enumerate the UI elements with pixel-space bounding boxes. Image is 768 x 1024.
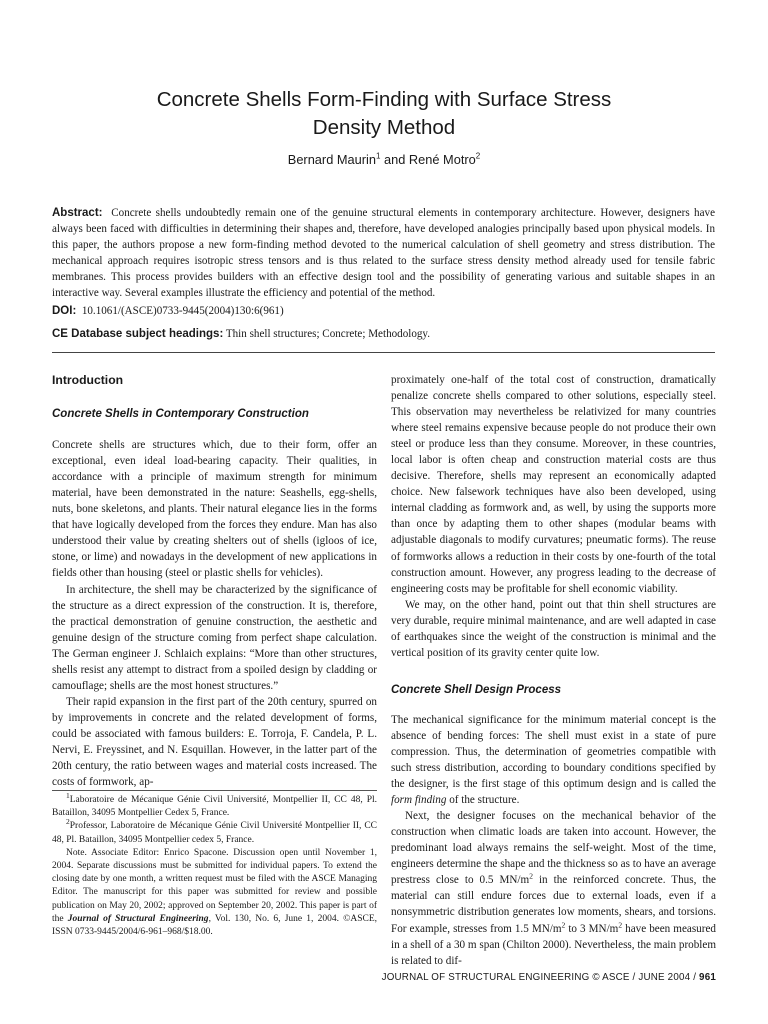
- editorial-note: [52, 847, 377, 939]
- paragraph-text: Next, the designer focuses on the mechanical behavior of the construction when climatic loads are taken into account. However, the predominant load always remains the self-weight. Most of the time, engineers determine the shape and the thickness so as to have an average prestress close to 0.5 MN/m: [391, 810, 716, 887]
- author-2: René Motro: [408, 152, 476, 167]
- author-list: [60, 152, 708, 167]
- superscript: 2: [561, 919, 566, 929]
- footnotes: [52, 790, 377, 939]
- paragraph-text: have been measured in a shell of a 30 m span (Chilton 2000). Nevertheless, the main problem is related to dif-: [391, 922, 716, 967]
- doi-label: DOI:: [52, 305, 77, 317]
- right-column: [391, 372, 716, 969]
- abstract: [52, 205, 715, 302]
- footnote-1-mark: 1: [66, 790, 70, 800]
- header-divider: [52, 352, 715, 353]
- editorial-note-text: Note. Associate Editor: Enrico Spacone. Discussion open until November 1, 2004. Separate discussions must be submitted for individual papers. To extend the closing date by one month, a written request must be filed with the ASCE Managing Editor. The manuscript for this paper was submitted for review and possible publication on May 20, 2002; approved on September 20, 2002. This paper is part of the: [52, 847, 377, 924]
- footnote-1-text: Laboratoire de Mécanique Génie Civil Université, Montpellier II, CC 48, Pl. Bataillon, 34095 Montpellier Cedex 5, France.: [52, 795, 377, 819]
- abstract-label: Abstract:: [52, 207, 103, 219]
- footer-journal: JOURNAL OF STRUCTURAL ENGINEERING © ASCE / JUNE 2004 /: [381, 972, 700, 983]
- author-2-affiliation-mark: 2: [475, 151, 481, 161]
- author-1: Bernard Maurin: [287, 152, 376, 167]
- left-column: [52, 372, 377, 790]
- body-paragraph: Concrete shells are structures which, due to their form, offer an exceptional, even ideal load-bearing capacity. Their qualities, in accordance with a principle of maximum strength for minimum material, have been demonstrated in the nature: Seashells, egg-shells, nuts, bone skeletons, and plants. Their natural elegance lies in the forms that have logically developed from the forces they endure. Man has also understood their value by creating shelters out of shells (igloos of ice, stone, or lime) and nowadays in the development of new applications in fields other than housing (steel or plastic shells for vehicles).: [52, 439, 377, 580]
- title-line-2: Density Method: [312, 116, 456, 139]
- paragraph-text: The mechanical significance for the minimum material concept is the absence of bending forces: The shell must exist in a state of pure compression. Thus, the determination of geometries compatible with such stress distribution, according to boundary conditions specified by the designer, is the first stage of this optimum design and is called the: [391, 713, 716, 791]
- subsection-heading-design-process: Concrete Shell Design Process: [391, 683, 562, 696]
- subsection-heading-contemporary: Concrete Shells in Contemporary Construction: [52, 408, 309, 421]
- body-paragraph: Their rapid expansion in the first part of the 20th century, spurred on by improvements in concrete and the related development of forms, could be associated with famous builders: E. Torroja, F. Candela, P. L. Nervi, E. Freyssinet, and N. Esquillan. However, in the latter part of the 20th century, the ratio between wages and material costs increased. The costs of formwork, ap-: [52, 695, 377, 789]
- body-paragraph: [391, 808, 716, 968]
- paper-title: [60, 86, 708, 142]
- superscript: 2: [618, 919, 623, 929]
- body-paragraph: In architecture, the shell may be characterized by the significance of the structure as a direct expression of the construction. It is, therefore, the practical demonstration of genuine construction, the aesthetic and genuine design of the structure coming from perfect shape calculation. The German engineer J. Schlaich explains: “More than other structures, shells resist any attempt to distract from a spoiled design by cladding or camouflage; shells are the most honest structures.”: [52, 583, 377, 692]
- author-1-affiliation-mark: 1: [375, 151, 381, 161]
- body-paragraph: proximately one-half of the total cost of construction, dramatically penalize concrete shells compared to other solutions, especially steel. This observation may nevertheless be relativized for many countries where steel remains expensive because people do not produce their own steel or produce less than they consume. Moreover, in these countries, local labor is often cheap and construction material costs are thus decisive. Therefore, shells may represent an economically adapted choice. New falsework techniques have also been developed, using internal cladding as formwork and, as well, by using the supports more than once by adapting them to other shapes (modular beams with adjustable diagonals to modify curvatures; pneumatic forms). The reuse of formworks allows a reduction in their costs by one-fourth of the total construction amount. However, any progress leading to the decrease of engineering costs may be profitable for shell economic viability.: [391, 374, 716, 595]
- subject-headings-value: Thin shell structures; Concrete; Methodology.: [225, 328, 431, 340]
- footnote-2-mark: 2: [66, 817, 70, 827]
- author-conjunction: and: [380, 152, 409, 167]
- paragraph-text: in the reinforced concrete. Thus, the material can still endure forces due to external loads, even if a nonsymmetric distribution generates low moments, shears, and torsions. For example, stresses from 1.5 MN/m: [391, 874, 716, 935]
- doi-line: [52, 305, 284, 317]
- footnote-2-text: Professor, Laboratoire de Mécanique Génie Civil Université Montpellier II, CC 48, Pl. Bataillon, 34095 Montpellier cedex 5, France.: [52, 821, 377, 845]
- body-paragraph: We may, on the other hand, point out that thin shell structures are very durable, require minimal maintenance, and are well adapted in case of earthquakes since the weight of the construction is minimal and the vertical position of its gravity center quite low.: [391, 598, 716, 659]
- paragraph-text: of the structure.: [446, 794, 520, 807]
- editorial-note-end: , Vol. 130, No. 6, June 1, 2004. ©ASCE, ISSN 0733-9445/2004/6-961–968/$18.00.: [52, 913, 377, 938]
- title-line-1: Concrete Shells Form-Finding with Surface Stress: [156, 88, 612, 111]
- abstract-text: Concrete shells undoubtedly remain one of the genuine structural elements in contemporary architecture. However, designers have always been faced with difficulties in determining their shapes and, therefore, have developed analogies principally based upon physical models. In this paper, the authors propose a new form-finding method devoted to the numerical calculation of shell geometry and stress distribution. The mechanical approach requires isotropic stress tensors and is thus related to the surface stress density method already used for tensile fabric membranes. This process provides builders with an effective design tool and the possibility of generating various and suitable shapes in an interactive way. Several examples illustrate the efficiency and potential of the method.: [52, 207, 715, 300]
- subject-headings-label: CE Database subject headings:: [52, 328, 224, 340]
- section-heading-introduction: Introduction: [52, 373, 124, 387]
- emphasis-form-finding: form finding: [391, 794, 447, 807]
- journal-name: Journal of Structural Engineering: [67, 913, 209, 924]
- footnote-1: [52, 790, 377, 820]
- superscript: 2: [529, 871, 533, 881]
- footnote-divider: [52, 790, 377, 791]
- body-paragraph: [391, 712, 716, 808]
- page-footer: [382, 972, 716, 983]
- subject-headings: [52, 328, 430, 340]
- page-number: 961: [699, 972, 716, 983]
- doi-value[interactable]: 10.1061/(ASCE)0733-9445(2004)130:6(961): [81, 305, 284, 317]
- paragraph-text: to 3 MN/m: [565, 922, 619, 935]
- footnote-2: [52, 817, 377, 846]
